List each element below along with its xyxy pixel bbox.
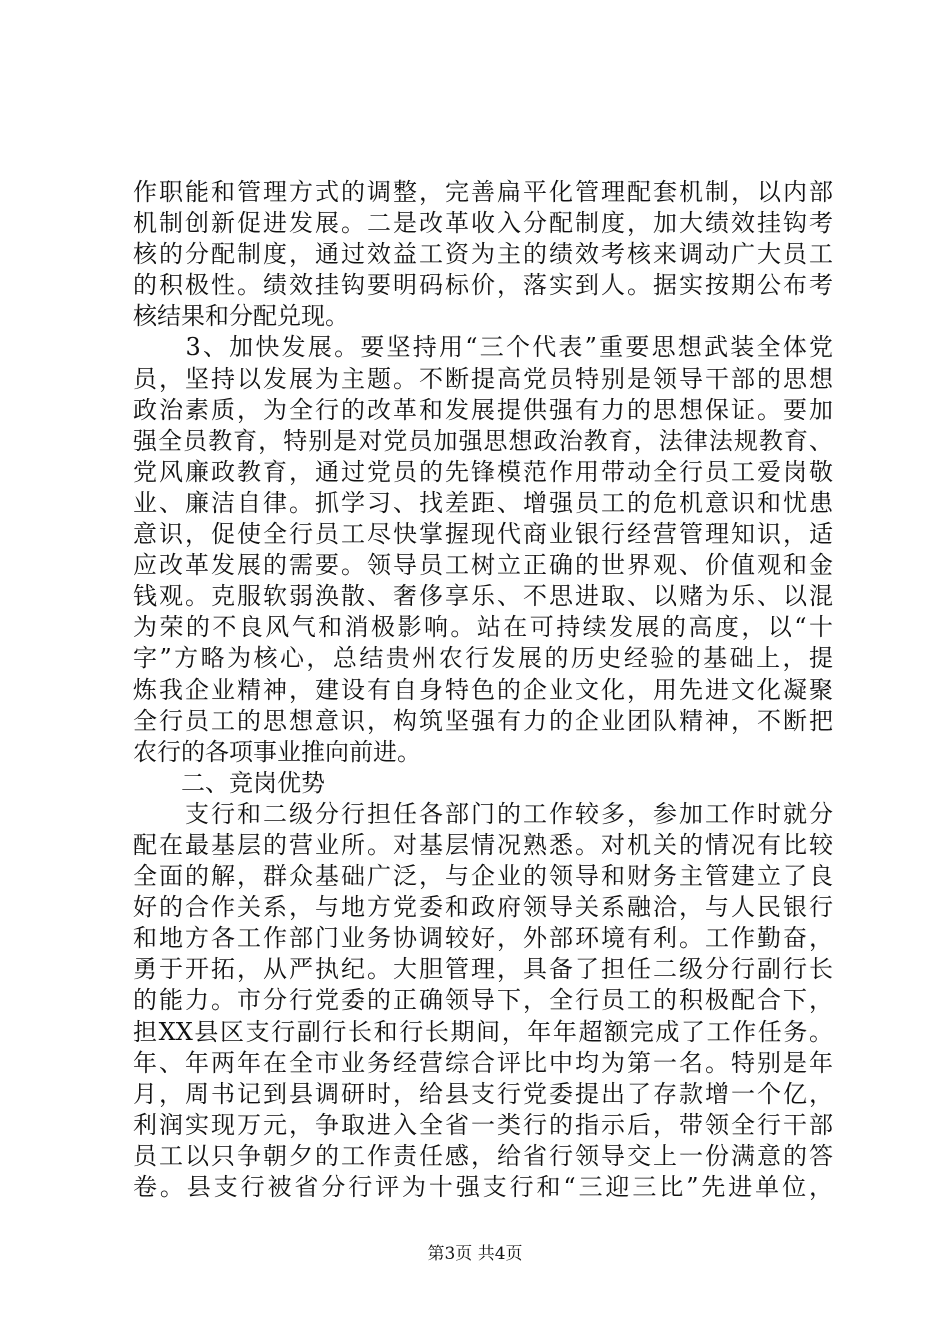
text-line: 为荣的不良风气和消极影响。站在可持续发展的高度，以“十 xyxy=(133,613,833,642)
text-line: 员，坚持以发展为主题。不断提高党员特别是领导干部的思想 xyxy=(133,364,833,393)
text-line: 员工以只争朝夕的工作责任感，给省行领导交上一份满意的答 xyxy=(133,1141,833,1170)
text-line: 年、年两年在全市业务经营综合评比中均为第一名。特别是年 xyxy=(133,1048,833,1077)
text-line: 全面的解，群众基础广泛，与企业的领导和财务主管建立了良 xyxy=(133,862,833,891)
text-line: 应改革发展的需要。领导员工树立正确的世界观、价值观和金 xyxy=(133,551,833,580)
text-line: 强全员教育，特别是对党员加强思想政治教育，法律法规教育、 xyxy=(133,426,833,455)
text-line: 勇于开拓，从严执纪。大胆管理，具备了担任二级分行副行长 xyxy=(133,955,833,984)
text-line: 二、竞岗优势 xyxy=(133,768,325,797)
text-line: 担XX县区支行副行长和行长期间，年年超额完成了工作任务。 xyxy=(133,1017,833,1046)
text-line: 配在最基层的营业所。对基层情况熟悉。对机关的情况有比较 xyxy=(133,830,833,859)
text-line: 字”方略为核心，总结贵州农行发展的历史经验的基础上，提 xyxy=(133,644,833,673)
text-line: 作职能和管理方式的调整，完善扁平化管理配套机制，以内部 xyxy=(133,178,833,206)
body-text xyxy=(133,177,833,1203)
text-line: 和地方各工作部门业务协调较好，外部环境有利。工作勤奋， xyxy=(133,924,833,953)
page-footer: 第3页 共4页 xyxy=(427,1244,523,1264)
text-line: 炼我企业精神，建设有自身特色的企业文化，用先进文化凝聚 xyxy=(133,675,833,704)
text-line: 机制创新促进发展。二是改革收入分配制度，加大绩效挂钩考 xyxy=(133,209,833,238)
text-line: 党风廉政教育，通过党员的先锋模范作用带动全行员工爱岗敬 xyxy=(133,457,833,486)
text-line: 政治素质，为全行的改革和发展提供强有力的思想保证。要加 xyxy=(133,395,833,424)
text-line: 的能力。市分行党委的正确领导下，全行员工的积极配合下， xyxy=(133,986,833,1015)
text-line: 钱观。克服软弱涣散、奢侈享乐、不思进取、以赌为乐、以混 xyxy=(133,582,833,611)
text-line: 月，周书记到县调研时，给县支行党委提出了存款增一个亿， xyxy=(133,1079,833,1108)
text-line: 好的合作关系，与地方党委和政府领导关系融洽，与人民银行 xyxy=(133,893,833,922)
text-line: 业、廉洁自律。抓学习、找差距、增强员工的危机意识和忧患 xyxy=(133,488,833,517)
text-line: 卷。县支行被省分行评为十强支行和“三迎三比”先进单位， xyxy=(133,1173,833,1201)
text-line: 全行员工的思想意识，构筑坚强有力的企业团队精神，不断把 xyxy=(133,706,833,735)
text-line: 3、加快发展。要坚持用“三个代表”重要思想武装全体党 xyxy=(133,333,833,362)
text-line: 意识，促使全行员工尽快掌握现代商业银行经营管理知识，适 xyxy=(133,520,833,549)
text-line: 核结果和分配兑现。 xyxy=(133,302,349,331)
text-line: 农行的各项事业推向前进。 xyxy=(133,737,421,766)
text-line: 的积极性。绩效挂钩要明码标价，落实到人。据实按期公布考 xyxy=(133,271,833,300)
text-line: 核的分配制度，通过效益工资为主的绩效考核来调动广大员工 xyxy=(133,240,833,269)
text-line: 利润实现万元，争取进入全省一类行的指示后，带领全行干部 xyxy=(133,1110,833,1139)
text-line: 支行和二级分行担任各部门的工作较多，参加工作时就分 xyxy=(133,799,833,828)
